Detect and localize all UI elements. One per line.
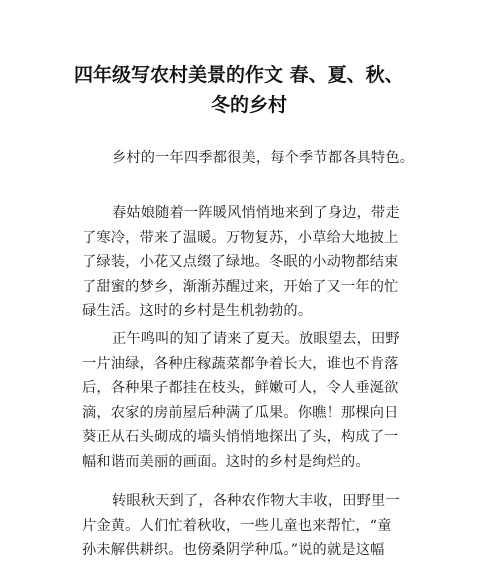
paragraph-line: 春姑娘随着一阵暖风悄悄地来到了身边，带走 <box>112 205 400 221</box>
paragraph-line: 了寒冷，带来了温暖。万物复苏，小草给大地披上 <box>82 229 399 246</box>
paragraph-line: 转眼秋天到了，各种农作物大丰收，田野里一 <box>112 493 400 509</box>
paragraph-line: 孙未解供耕织。也傍桑阴学种瓜。”说的就是这幅 <box>82 542 385 559</box>
paragraph-line: 了绿装，小花又点缀了绿地。冬眠的小动物都结束 <box>82 254 399 271</box>
paragraph-line: 了甜蜜的梦乡，渐渐苏醒过来，开始了又一年的忙 <box>82 278 399 295</box>
paragraph-intro <box>82 146 432 171</box>
paragraph-line: 正午鸣叫的知了请来了夏天。放眼望去，田野 <box>112 331 400 347</box>
paragraph-spring <box>82 201 432 324</box>
paragraph-summer <box>82 327 432 475</box>
paragraph-line: 一片油绿，各种庄稼蔬菜都争着长大，谁也不肯落 <box>82 355 399 372</box>
article-title <box>74 60 434 120</box>
paragraph-line: 幅和谐而美丽的画面。这时的乡村是绚烂的。 <box>82 453 370 470</box>
paragraph-line: 后，各种果子都挂在枝头，鲜嫩可人，令人垂涎欲 <box>82 380 399 397</box>
article-title-line-2: 冬的乡村 <box>210 94 287 116</box>
paragraph-autumn <box>82 489 432 563</box>
paragraph-line: 葵正从石头砌成的墙头悄悄地探出了头，构成了一 <box>82 429 399 446</box>
paragraph-line: 乡村的一年四季都很美，每个季节都各具特色。 <box>112 150 415 166</box>
paragraph-line: 片金黄。人们忙着秋收，一些儿童也来帮忙，“童 <box>82 517 392 534</box>
paragraph-line: 滴，农家的房前屋后种满了瓜果。你瞧！那棵向日 <box>82 404 399 421</box>
article-title-line-1: 四年级写农村美景的作文 春、夏、秋、 <box>74 64 404 86</box>
paragraph-line: 碌生活。这时的乡村是生机勃勃的。 <box>82 303 313 320</box>
